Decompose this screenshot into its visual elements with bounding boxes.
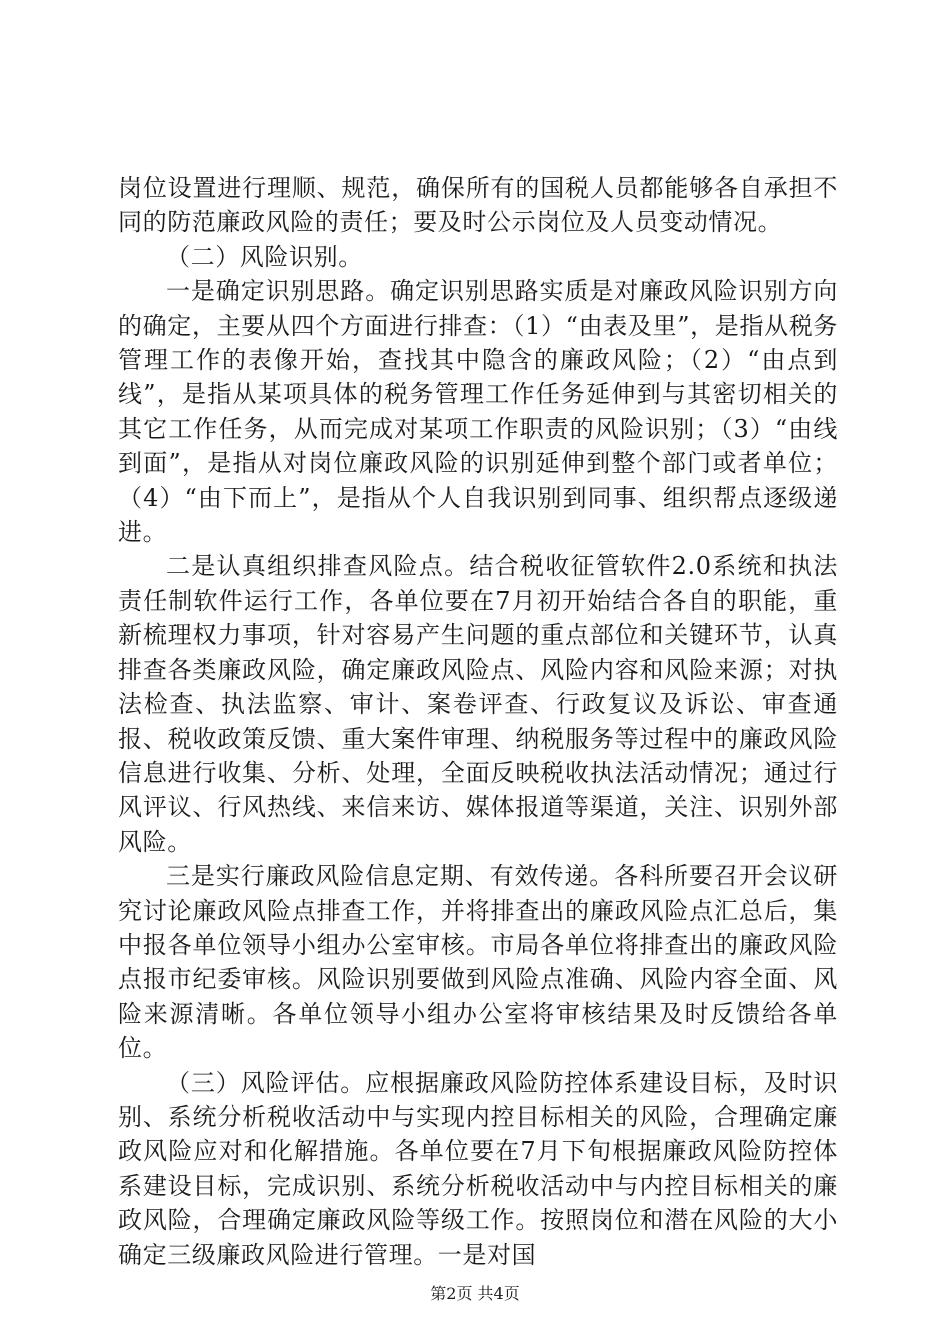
paragraph-continuation: 岗位设置进行理顺、规范，确保所有的国税人员都能够各自承担不同的防范廉政风险的责任；要及时公示岗位及人员变动情况。 — [118, 174, 838, 237]
paragraph-risk-point-screening: 二是认真组织排查风险点。结合税收征管软件2.0系统和执法责任制软件运行工作，各单位要在7月初开始结合各自的职能，重新梳理权力事项，针对容易产生问题的重点部位和关键环节，认真排查各类廉政风险，确定廉政风险点、风险内容和风险来源；对执法检查、执法监察、审计、案卷评查、行政复议及诉讼、审查通报、税收政策反馈、重大案件审理、纳税服务等过程中的廉政风险信息进行收集、分析、处理，全面反映税收执法活动情况；通过行风评议、行风热线、来信来访、媒体报道等渠道，关注、识别外部风险。 — [118, 552, 838, 856]
paragraph-identification-approach: 一是确定识别思路。确定识别思路实质是对廉政风险识别方向的确定，主要从四个方面进行排查：（1）“由表及里”，是指从税务管理工作的表像开始，查找其中隐含的廉政风险；（2）“由点到线”，是指从某项具体的税务管理工作任务延伸到与其密切相关的其它工作任务，从而完成对某项工作职责的风险识别；（3）“由线到面”，是指从对岗位廉政风险的识别延伸到整个部门或者单位；（4）“由下而上”，是指从个人自我识别到同事、组织帮点逐级递进。 — [118, 277, 838, 547]
page-footer: 第2页 共4页 — [430, 1284, 520, 1303]
paragraph-risk-assessment: （三）风险评估。应根据廉政风险防控体系建设目标，及时识别、系统分析税收活动中与实现内控目标相关的风险，合理确定廉政风险应对和化解措施。各单位要在7月下旬根据廉政风险防控体系建设目标，完成识别、系统分析税收活动中与内控目标相关的廉政风险，合理确定廉政风险等级工作。按照岗位和潜在风险的大小确定三级廉政风险进行管理。一是对国 — [118, 1068, 838, 1269]
document-body — [118, 171, 838, 1272]
section-heading-risk-identification: （二）风险识别。 — [166, 242, 363, 271]
paragraph-risk-info-transfer: 三是实行廉政风险信息定期、有效传递。各科所要召开会议研究讨论廉政风险点排查工作，并将排查出的廉政风险点汇总后，集中报各单位领导小组办公室审核。市局各单位将排查出的廉政风险点报市纪委审核。风险识别要做到风险点准确、风险内容全面、风险来源清晰。各单位领导小组办公室将审核结果及时反馈给各单位。 — [118, 862, 838, 1063]
